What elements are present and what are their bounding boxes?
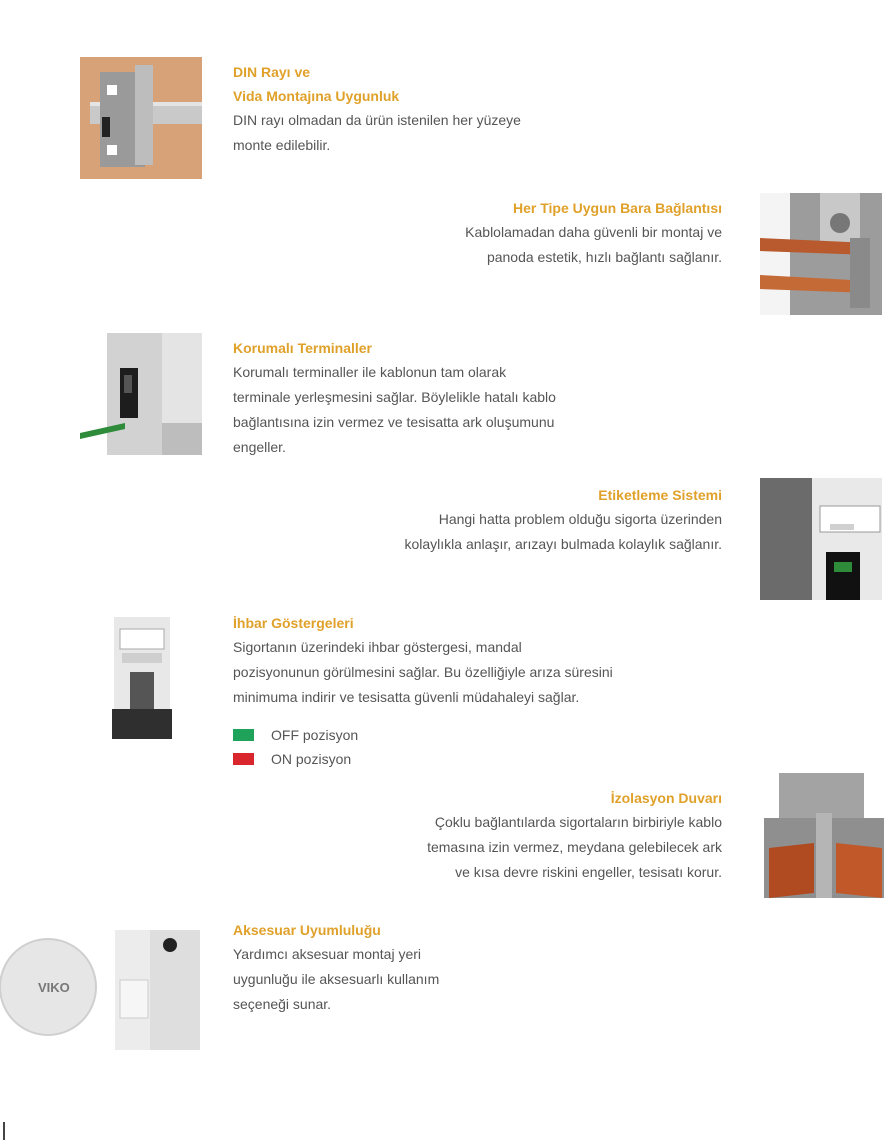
body-line: bağlantısına izin vermez ve tesisatta ark oluşumunu [233,414,555,430]
legend-off-swatch [233,729,254,741]
body-line: monte edilebilir. [233,137,331,153]
busbar-photo [760,193,882,315]
feature-title: Korumalı Terminaller [233,340,373,356]
feature-indicators [233,611,703,710]
page-edge-mark [3,1122,5,1140]
body-line: Sigortanın üzerindeki ihbar göstergesi, mandal [233,639,522,655]
feature-title: İhbar Göstergeleri [233,615,354,631]
body-line: Korumalı terminaller ile kablonun tam olarak [233,364,507,380]
legend-on [233,751,351,767]
feature-body [300,507,722,557]
body-line: Kablolamadan daha güvenli bir montaj ve [465,224,722,240]
body-line: Yardımcı aksesuar montaj yeri [233,946,422,962]
feature-body [300,220,722,270]
feature-body [233,635,703,710]
body-line: DIN rayı olmadan da ürün istenilen her yüzeye [233,112,521,128]
body-line: ve kısa devre riskini engeller, tesisatı korur. [455,864,722,880]
title-line: Vida Montajına Uygunluk [233,88,400,104]
feature-labeling [300,483,722,557]
feature-isolation-wall [300,786,722,885]
label-system-photo [760,478,882,600]
body-line: minimuma indirir ve tesisatta güvenli müdahaleyi sağlar. [233,689,580,705]
terminal-photo [80,333,202,455]
feature-title: Aksesuar Uyumluluğu [233,922,381,938]
legend-on-label: ON pozisyon [271,751,352,767]
body-line: engeller. [233,439,286,455]
body-line: kolaylıkla anlaşır, arızayı bulmada kolaylık sağlanır. [404,536,722,552]
feature-title: İzolasyon Duvarı [610,790,722,806]
indicator-photo [112,617,172,739]
din-rail-photo [80,57,202,179]
body-line: Çoklu bağlantılarda sigortaların birbiriyle kablo [434,814,722,830]
feature-din-rail [233,60,653,158]
feature-accessory [233,918,633,1017]
feature-body [233,108,653,158]
isolation-wall-photo [764,773,884,898]
feature-title: Etiketleme Sistemi [598,487,722,503]
feature-protected-terminals [233,336,673,460]
feature-title [233,60,653,108]
body-line: uygunluğu ile aksesuarlı kullanım [233,971,440,987]
body-line: panoda estetik, hızlı bağlantı sağlanır. [486,249,722,265]
feature-body [233,360,673,460]
legend-off-label: OFF pozisyon [271,727,359,743]
feature-body [233,942,633,1017]
feature-title: Her Tipe Uygun Bara Bağlantısı [512,200,722,216]
body-line: pozisyonunun görülmesini sağlar. Bu özelliğiyle arıza süresini [233,664,613,680]
legend-on-swatch [233,753,254,765]
legend-off [233,727,358,743]
accessory-photo [0,925,202,1055]
brand-logo: VIKO [38,980,70,995]
feature-body [300,810,722,885]
body-line: seçeneği sunar. [233,996,332,1012]
body-line: temasına izin vermez, meydana gelebilecek ark [427,839,722,855]
body-line: Hangi hatta problem olduğu sigorta üzerinden [438,511,722,527]
feature-busbar [300,196,722,270]
title-line: DIN Rayı ve [233,64,311,80]
body-line: terminale yerleşmesini sağlar. Böylelikle hatalı kablo [233,389,556,405]
